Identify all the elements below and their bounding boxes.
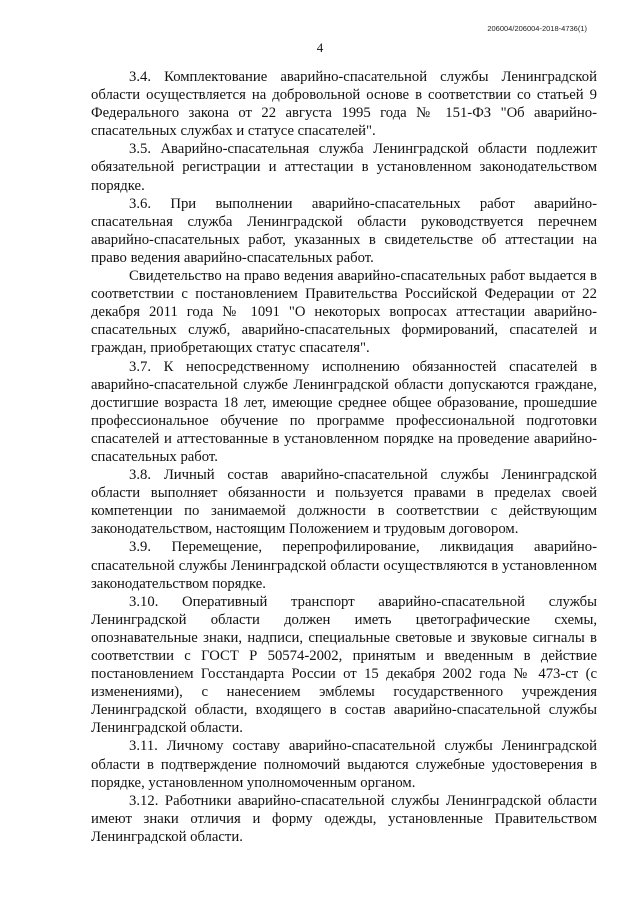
paragraph-3-11: 3.11. Личному составу аварийно-спасательной службы Ленинградской области в подтверждение полномочий выдаются служебные удостоверения в порядке, установленном уполномоченным органом. <box>91 738 597 791</box>
paragraph-3-9: 3.9. Перемещение, перепрофилирование, ликвидация аварийно-спасательной службы Ленинградской области осуществляются в установленном законодательством порядке. <box>91 539 597 592</box>
paragraph-3-10: 3.10. Оперативный транспорт аварийно-спасательной службы Ленинградской области должен иметь цветографические схемы, опознавательные знаки, надписи, специальные световые и звуковые сигналы в соответствии с ГОСТ Р 50574-2002, принятым и введенным в действие постановлением Госстандарта России от 15 декабря 2002 года № 473-ст (с изменениями), с нанесением эмблемы государственного учреждения Ленинградской области, входящего в состав аварийно-спасательной службы Ленинградской области. <box>91 593 597 737</box>
page-number: 4 <box>316 40 324 55</box>
paragraph-certificate: Свидетельство на право ведения аварийно-спасательных работ выдается в соответствии с постановлением Правительства Российской Федерации от 22 декабря 2011 года № 1091 "О некоторых вопросах аттестации аварийно-спасательных служб, аварийно-спасательных формирований, спасателей и граждан, приобретающих статус спасателя". <box>91 268 597 357</box>
document-body <box>91 68 597 846</box>
paragraph-3-5: 3.5. Аварийно-спасательная служба Ленинградской области подлежит обязательной регистрации и аттестации в установленном законодательством порядке. <box>91 141 597 194</box>
paragraph-3-8: 3.8. Личный состав аварийно-спасательной службы Ленинградской области выполняет обязанности и пользуется правами в пределах своей компетенции по занимаемой должности в соответствии с действующим законодательством, настоящим Положением и трудовым договором. <box>91 467 597 538</box>
paragraph-3-12: 3.12. Работники аварийно-спасательной службы Ленинградской области имеют знаки отличия и форму одежды, установленные Правительством Ленинградской области. <box>91 792 597 845</box>
paragraph-3-4: 3.4. Комплектование аварийно-спасательной службы Ленинградской области осуществляется на добровольной основе в соответствии со статьей 9 Федерального закона от 22 августа 1995 года № 151-ФЗ "Об аварийно-спасательных службах и статусе спасателей". <box>91 69 597 140</box>
document-id: 206004/206004-2018-4736(1) <box>487 24 587 33</box>
paragraph-3-7: 3.7. К непосредственному исполнению обязанностей спасателей в аварийно-спасательной службе Ленинградской области допускаются граждане, достигшие возраста 18 лет, имеющие среднее общее образование, прошедшие профессиональное обучение по программе профессиональной подготовки спасателей и аттестованные в установленном порядке на проведение аварийно-спасательных работ. <box>91 358 597 465</box>
paragraph-3-6: 3.6. При выполнении аварийно-спасательных работ аварийно-спасательная служба Ленинградской области руководствуется перечнем аварийно-спасательных работ, указанных в свидетельстве об аттестации на право ведения аварийно-спасательных работ. <box>91 195 597 266</box>
